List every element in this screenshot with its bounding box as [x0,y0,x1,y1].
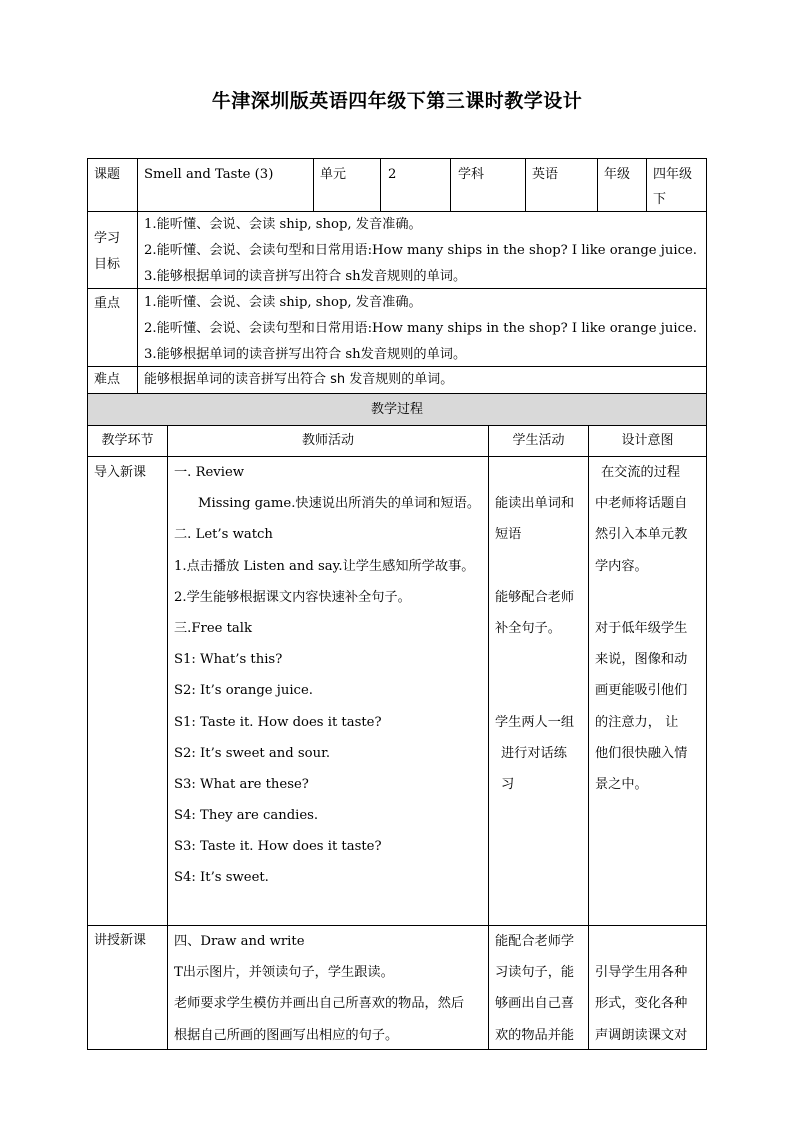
student-line [495,644,574,675]
topic-label: 课题 [94,167,121,182]
teacher-line: 一. Review [174,465,245,480]
student-line: 能配合老师学 [495,934,575,949]
student-line [495,457,574,488]
student-line: 习读句子，能 [495,965,575,981]
intent-line: 他们很快融入情 [595,745,688,761]
intent-line [595,582,687,613]
teacher-line: S4: They are candies. [174,808,319,824]
student-line: 进行对话练 [501,745,567,761]
difficulty-text: 能够根据单词的读音拼写出符合 sh 发音规则的单词。 [144,372,454,387]
intent-line: 来说，图像和动 [595,652,688,668]
student-line [495,551,574,582]
section1-student-activities [495,457,574,800]
intent-line: 中老师将话题自 [595,496,688,512]
student-line: 短语 [495,527,522,543]
student-line: 学生两人一组 [495,714,575,730]
goals-list [144,212,697,290]
student-line: 能够配合老师 [495,589,575,605]
section1-teacher-activities [174,457,480,894]
teacher-line: 1.点击播放 Listen and say.让学生感知所学故事。 [174,558,475,574]
goal-item: 2.能听懂、会说、会读句型和日常用语:How many ships in the shop? I like orange juice. [144,243,697,258]
goals-label-2: 目标 [94,257,121,272]
unit-value: 2 [388,167,397,182]
difficulty-label: 难点 [94,372,121,387]
section1-design-intent [595,457,687,800]
intent-line: 景之中。 [595,776,648,792]
teacher-line: S2: It’s sweet and sour. [174,745,331,761]
teacher-line: 根据自己所画的图画写出相应的句子。 [174,1027,399,1043]
intent-line: 声调朗读课文对 [595,1027,688,1043]
teacher-line: T出示图片，并领读句子，学生跟读。 [174,965,394,981]
keypoint-item: 1.能听懂、会说、会读 ship, shop, 发音准确。 [144,295,422,310]
student-line [495,675,574,706]
intent-line: 对于低年级学生 [595,620,688,636]
teacher-line: 三.Free talk [174,620,253,636]
section2-teacher-activities [174,926,464,1051]
keypoint-item: 3.能够根据单词的读音拼写出符合 sh发音规则的单词。 [144,347,467,362]
grade-label: 年级 [604,167,631,182]
teacher-line: 四、Draw and write [174,934,305,949]
intent-line: 然引入本单元教 [595,527,688,543]
teacher-line: S3: Taste it. How does it taste? [174,839,382,855]
section2-student-activities [495,926,574,1051]
keypoint-item: 2.能听懂、会说、会读句型和日常用语:How many ships in the shop? I like orange juice. [144,321,697,336]
page-title: 牛津深圳版英语四年级下第三课时教学设计 [211,90,583,112]
teacher-line: Missing game.快速说出所消失的单词和短语。 [198,496,481,512]
student-line: 欢的物品并能 [495,1027,575,1043]
student-line: 够画出自己喜 [495,996,575,1012]
teacher-line: S2: It’s orange juice. [174,683,313,699]
goal-item: 1.能听懂、会说、会读 ship, shop, 发音准确。 [144,217,422,232]
intent-line: 形式，变化各种 [595,996,688,1012]
intent-line [595,926,687,957]
teacher-line: S1: Taste it. How does it taste? [174,714,382,730]
section2-design-intent [595,926,687,1051]
col-stage-header: 教学环节 [101,433,154,448]
keypoints-list [144,290,697,368]
grade-value: 四年级 [653,167,693,182]
intent-line: 画更能吸引他们 [595,683,688,699]
student-line: 能读出单词和 [495,496,575,512]
topic-value: Smell and Taste (3) [144,167,274,182]
keypoints-label: 重点 [94,296,121,311]
intent-line: 在交流的过程 [601,465,681,480]
teacher-line: 老师要求学生模仿并画出自己所喜欢的物品，然后 [174,996,465,1012]
col-student-header: 学生活动 [512,433,565,448]
process-heading: 教学过程 [370,402,423,417]
teacher-line: S3: What are these? [174,776,309,792]
student-line: 补全句子。 [495,620,561,636]
teacher-line: 二. Let’s watch [174,527,273,543]
stage-new-lesson: 讲授新课 [94,933,147,948]
unit-label: 单元 [320,167,347,182]
intent-line: 的注意力， 让 [595,714,679,730]
teacher-line: S1: What’s this? [174,652,283,668]
teacher-line: 2.学生能够根据课文内容快速补全句子。 [174,589,411,605]
intent-line: 学内容。 [595,558,648,574]
student-line: 习 [501,776,515,792]
goals-label: 学习 [94,231,121,246]
goal-item: 3.能够根据单词的读音拼写出符合 sh发音规则的单词。 [144,269,467,284]
stage-intro: 导入新课 [94,465,147,480]
col-intent-header: 设计意图 [621,433,674,448]
col-teacher-header: 教师活动 [301,433,354,448]
teacher-line: S4: It’s sweet. [174,870,269,886]
intent-line: 引导学生用各种 [595,965,688,981]
grade-value-term: 下 [653,192,667,207]
subject-label: 学科 [458,167,485,182]
subject-value: 英语 [532,167,559,182]
